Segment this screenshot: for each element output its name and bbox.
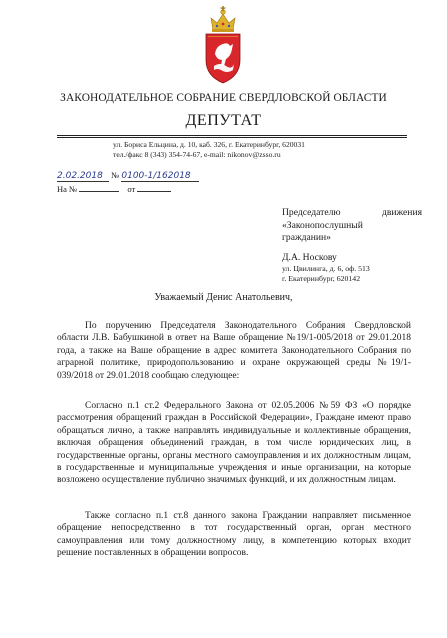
paragraph-2 [57,400,411,487]
reply-date-blank [137,183,171,192]
registration-number-label: № [111,170,120,180]
registration-number: 0100-1/162018 [121,171,199,182]
coat-of-arms-icon [202,4,244,86]
addressee-block [282,207,422,284]
reply-reference [57,183,171,194]
addressee-street: ул. Цвилинга, д. 6, оф. 513 [282,264,370,274]
reply-number-blank [79,183,119,192]
paragraph-1 [57,320,411,382]
addressee-city: г. Екатеринбург, 620142 [282,274,361,284]
addressee-position: Председателю движения [282,207,422,218]
reply-number-label: На № [57,184,78,194]
paragraph-2-text: Согласно п.1 ст.2 Федерального Закона от 02.05.2006 №59 ФЗ «О порядке рассмотрения обращений граждан в Российской Федерации», Граждане имеют право обращаться лично, а также направлять индивидуальные и коллективные обращения, включая обращения объединений граждан, в том числе юридических лиц, в государственные органы, органы местного самоуправления и их должностным лицам, в государственные и муниципальные учреждения и иные организации, на которые возложено осуществление публично значимых функций, и их должностным лицам. [57,401,411,486]
addressee-organization-cont: гражданин» [282,232,331,244]
header-divider-second [57,137,407,138]
registration-date: 2.02.2018 [57,171,109,182]
addressee-organization: «Законопослушный [282,219,363,231]
paragraph-3-text: Также согласно п.1 ст.8 данного закона Граждании направляет письменное обращение непосредственно в тот государственный орган, орган местного самоуправления или тому должностному лицу, в компетенцию которых входит решение поставленных в обращении вопросов. [57,511,411,559]
header-divider [57,135,407,136]
greeting: Уважаемый Денис Анатольевич, [154,292,293,303]
outgoing-registration [57,170,199,182]
addressee-name: Д.А. Носкову [282,251,337,263]
sender-contacts: тел./факс 8 (343) 354-74-67, e-mail: nikonov@zsso.ru [113,150,281,159]
reply-from-label: от [127,184,136,194]
crown-icon [211,6,235,32]
document-title: ДЕПУТАТ [185,112,262,129]
sender-address: ул. Бориса Ельцина, д. 10, каб. 326, г. Екатеринбург, 620031 [113,140,305,149]
paragraph-1-text: По поручению Председателя Законодательного Собрания Свердловской области Л.В. Бабушкиной в ответ на Ваше обращение №19/1-005/2018 от 29.01.2018 года, а также на Ваше обращение в адрес комитета Законодательного Собрания по аграрной политике, природопользованию и охране окружающей среды №19/1-039/2018 от 29.01.2018 сообщаю следующее: [57,321,411,381]
organization-name: ЗАКОНОДАТЕЛЬНОЕ СОБРАНИЕ СВЕРДЛОВСКОЙ ОБЛАСТИ [60,92,387,104]
paragraph-3 [57,510,411,560]
